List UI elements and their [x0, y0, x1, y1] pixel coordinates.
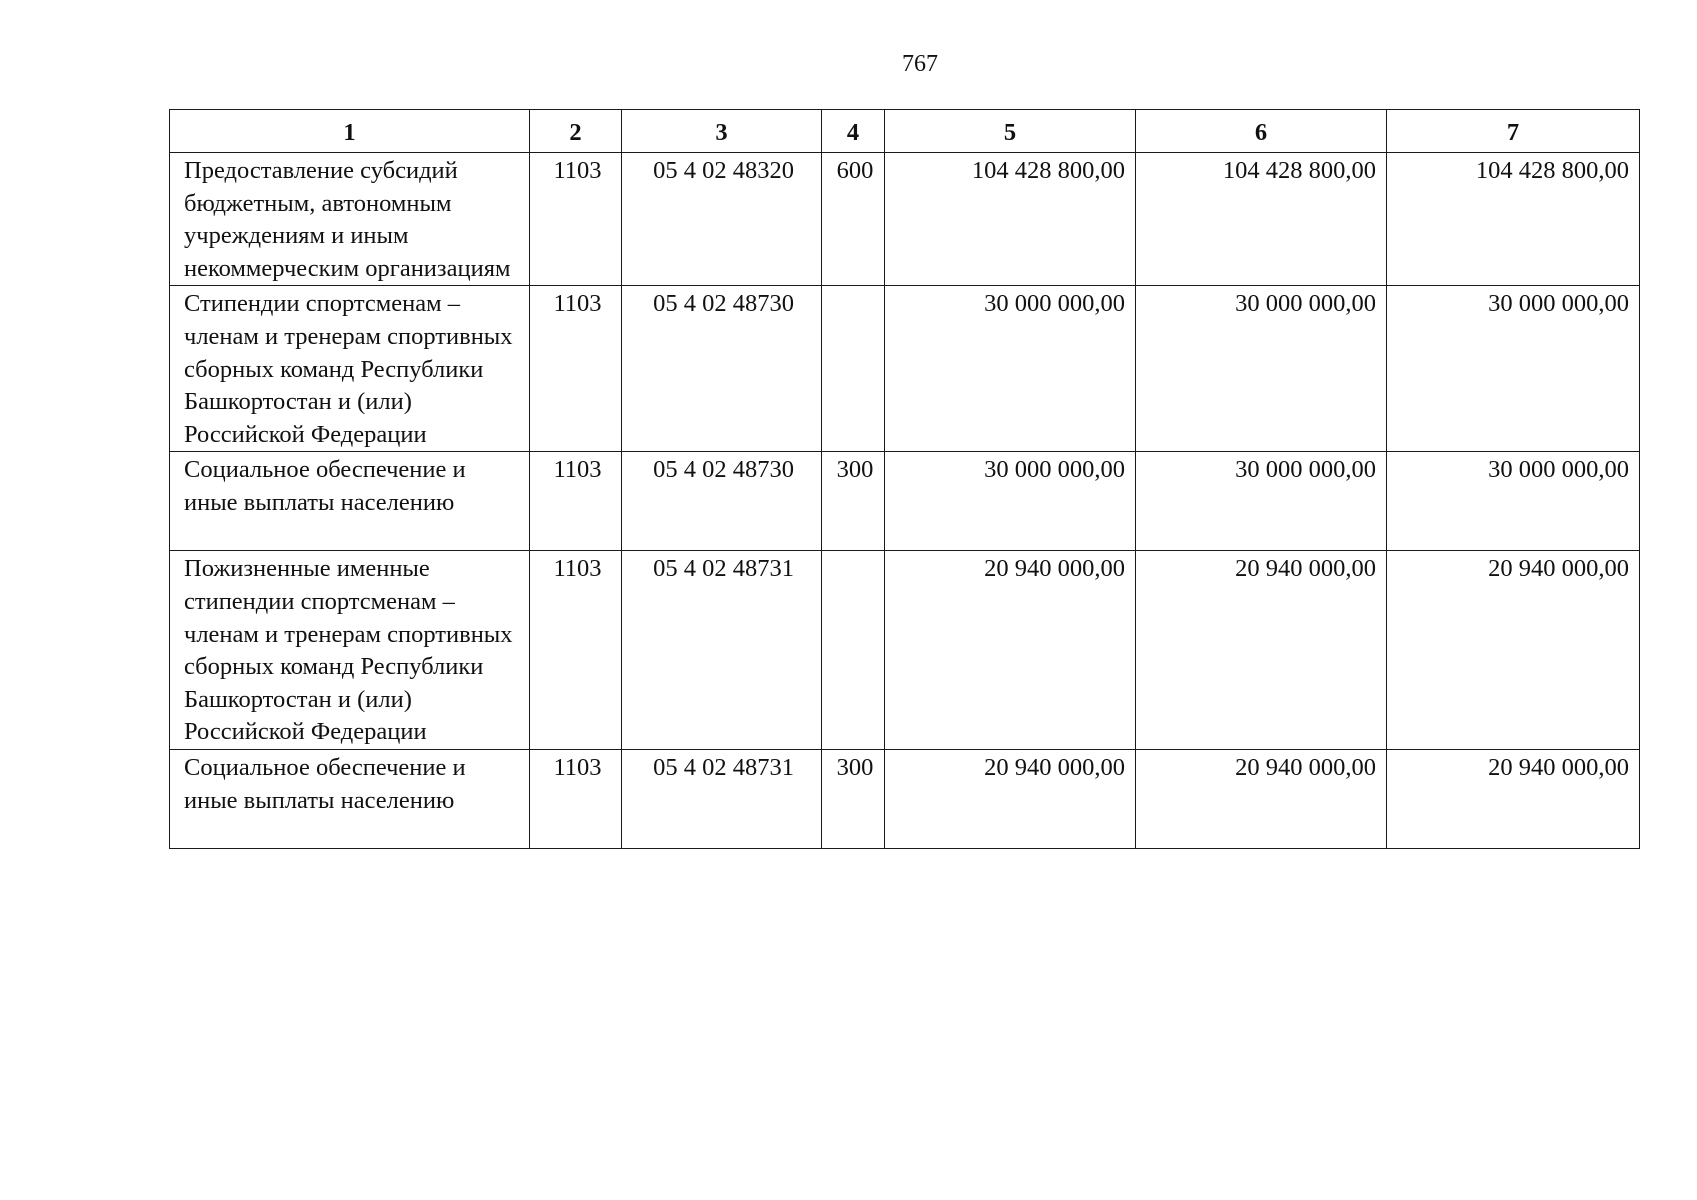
amount-cell-5: 30 000 000,00 — [885, 286, 1136, 452]
column-header-3: 3 — [622, 110, 822, 153]
amount-cell-7: 30 000 000,00 — [1387, 286, 1640, 452]
amount-cell-7: 20 940 000,00 — [1387, 749, 1640, 848]
column-header-7: 7 — [1387, 110, 1640, 153]
amount-cell-6: 104 428 800,00 — [1136, 153, 1387, 286]
expense-type-cell: 300 — [822, 749, 885, 848]
column-header-5: 5 — [885, 110, 1136, 153]
amount-cell-7: 30 000 000,00 — [1387, 452, 1640, 551]
amount-cell-5: 20 940 000,00 — [885, 551, 1136, 750]
table-row — [170, 551, 1640, 750]
table-row — [170, 286, 1640, 452]
target-article-cell: 05 4 02 48730 — [622, 286, 822, 452]
section-code-cell: 1103 — [530, 286, 622, 452]
section-code-cell: 1103 — [530, 153, 622, 286]
table-row — [170, 452, 1640, 551]
target-article-cell: 05 4 02 48320 — [622, 153, 822, 286]
expense-type-cell — [822, 551, 885, 750]
section-code-cell: 1103 — [530, 551, 622, 750]
table-row — [170, 749, 1640, 848]
amount-cell-5: 104 428 800,00 — [885, 153, 1136, 286]
amount-cell-6: 20 940 000,00 — [1136, 551, 1387, 750]
header-row — [170, 110, 1640, 153]
table-row — [170, 153, 1640, 286]
row-name-cell: Стипендии спортсменам – членам и тренерам спортивных сборных команд Республики Башкортостан и (или) Российской Федерации — [170, 286, 530, 452]
column-header-1: 1 — [170, 110, 530, 153]
expense-type-cell — [822, 286, 885, 452]
amount-cell-5: 30 000 000,00 — [885, 452, 1136, 551]
column-header-4: 4 — [822, 110, 885, 153]
target-article-cell: 05 4 02 48731 — [622, 551, 822, 750]
target-article-cell: 05 4 02 48731 — [622, 749, 822, 848]
amount-cell-5: 20 940 000,00 — [885, 749, 1136, 848]
row-name-cell: Социальное обеспечение и иные выплаты населению — [170, 749, 530, 848]
amount-cell-6: 20 940 000,00 — [1136, 749, 1387, 848]
section-code-cell: 1103 — [530, 749, 622, 848]
page-number: 767 — [902, 51, 938, 77]
row-name-cell: Пожизненные именные стипендии спортсменам – членам и тренерам спортивных сборных команд Республики Башкортостан и (или) Российской Федерации — [170, 551, 530, 750]
amount-cell-7: 20 940 000,00 — [1387, 551, 1640, 750]
budget-table — [169, 109, 1640, 849]
target-article-cell: 05 4 02 48730 — [622, 452, 822, 551]
amount-cell-6: 30 000 000,00 — [1136, 452, 1387, 551]
amount-cell-6: 30 000 000,00 — [1136, 286, 1387, 452]
row-name-cell: Социальное обеспечение и иные выплаты населению — [170, 452, 530, 551]
expense-type-cell: 300 — [822, 452, 885, 551]
column-header-6: 6 — [1136, 110, 1387, 153]
expense-type-cell: 600 — [822, 153, 885, 286]
column-header-2: 2 — [530, 110, 622, 153]
row-name-cell: Предоставление субсидий бюджетным, автономным учреждениям и иным некоммерческим организациям — [170, 153, 530, 286]
amount-cell-7: 104 428 800,00 — [1387, 153, 1640, 286]
section-code-cell: 1103 — [530, 452, 622, 551]
